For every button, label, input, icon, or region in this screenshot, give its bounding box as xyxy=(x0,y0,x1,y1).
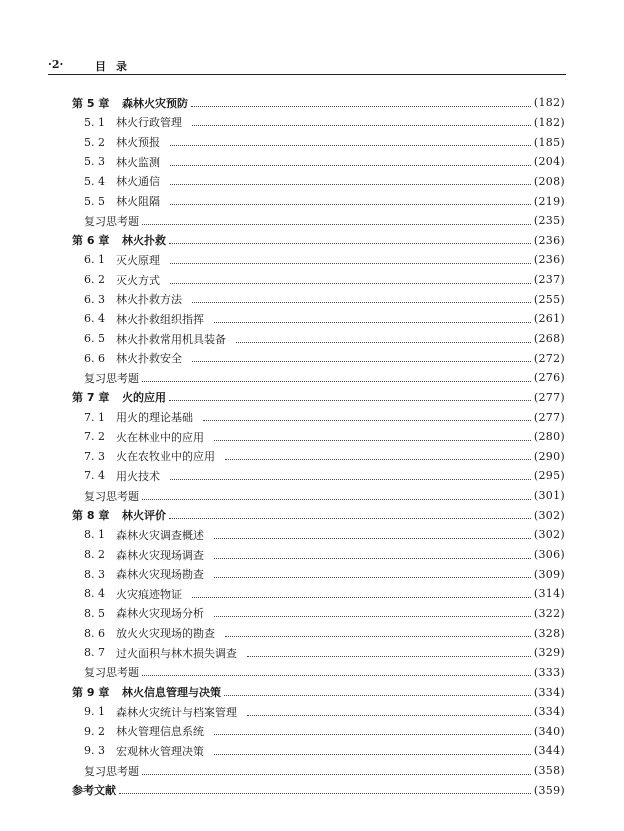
toc-entry-title: 用火技术 xyxy=(116,469,160,483)
toc-entry-title: 森林火灾调查概述 xyxy=(116,528,204,542)
toc-entry-title: 林火扑救常用机具装备 xyxy=(116,332,226,346)
toc-entry-page: (208) xyxy=(533,174,565,188)
toc-entry-page: (219) xyxy=(533,194,565,208)
page-number: ·2· xyxy=(48,58,64,71)
toc-entry-chapter xyxy=(72,388,565,408)
toc-entry-title: 复习思考题 xyxy=(84,214,139,228)
toc-entry-section xyxy=(72,702,565,722)
toc-entry-page: (333) xyxy=(533,665,565,679)
toc-entry-number: 8. 6 xyxy=(84,626,105,640)
dot-leader xyxy=(142,223,531,225)
toc-entry-page: (277) xyxy=(533,410,565,424)
toc-entry-title: 森林火灾现场分析 xyxy=(116,607,204,621)
toc-entry-number: 7. 3 xyxy=(84,449,105,463)
dot-leader xyxy=(225,458,531,460)
toc-entry-chapter xyxy=(72,505,565,525)
toc-entry-page: (236) xyxy=(533,253,565,267)
toc-entry-section xyxy=(72,407,565,427)
dot-leader xyxy=(170,183,531,185)
toc-entry-title: 森林火灾现场勘查 xyxy=(116,568,204,582)
dot-leader xyxy=(192,596,531,598)
toc-entry-number: 7. 2 xyxy=(84,430,105,444)
toc-entry-review xyxy=(72,663,565,683)
dot-leader xyxy=(214,557,531,559)
toc-entry-number: 7. 4 xyxy=(84,469,105,483)
toc-entry-page: (272) xyxy=(533,351,565,365)
toc-entry-page: (302) xyxy=(533,508,565,522)
toc-entry-section xyxy=(72,152,565,172)
toc-entry-page: (182) xyxy=(533,115,565,129)
toc-entry-title: 森林火灾统计与档案管理 xyxy=(116,705,237,719)
toc-entry-title: 林火扑救 xyxy=(122,234,166,248)
toc-entry-number: 6. 3 xyxy=(84,292,105,306)
dot-leader xyxy=(247,655,531,657)
toc-entry-page: (255) xyxy=(533,292,565,306)
toc-entry-refs xyxy=(72,780,565,800)
toc-entry-title: 复习思考题 xyxy=(84,764,139,778)
toc-entry-number: 5. 3 xyxy=(84,155,105,169)
toc-entry-number: 第 9 章 xyxy=(72,686,110,700)
toc-entry-title: 林火管理信息系统 xyxy=(116,725,204,739)
dot-leader xyxy=(170,144,531,146)
toc-entry-section xyxy=(72,113,565,133)
toc-entry-section xyxy=(72,289,565,309)
dot-leader xyxy=(214,537,531,539)
toc-entry-page: (302) xyxy=(533,528,565,542)
dot-leader xyxy=(214,321,531,323)
dot-leader xyxy=(247,714,531,716)
dot-leader xyxy=(142,380,531,382)
toc-entry-title: 林火信息管理与决策 xyxy=(122,686,221,700)
toc-entry-page: (329) xyxy=(533,646,565,660)
dot-leader xyxy=(214,753,531,755)
toc-entry-page: (276) xyxy=(533,371,565,385)
toc-entry-page: (204) xyxy=(533,155,565,169)
toc-entry-review xyxy=(72,368,565,388)
toc-entry-number: 9. 3 xyxy=(84,744,105,758)
toc-entry-page: (314) xyxy=(533,587,565,601)
toc-entry-number: 5. 1 xyxy=(84,115,105,129)
dot-leader xyxy=(191,105,531,107)
toc-entry-number: 5. 2 xyxy=(84,135,105,149)
dot-leader xyxy=(142,674,531,676)
toc-entry-section xyxy=(72,250,565,270)
toc-entry-page: (290) xyxy=(533,449,565,463)
toc-entry-number: 5. 5 xyxy=(84,194,105,208)
dot-leader xyxy=(119,792,531,794)
toc-entry-number: 6. 2 xyxy=(84,273,105,287)
toc-entry-number: 8. 7 xyxy=(84,646,105,660)
toc-entry-number: 第 7 章 xyxy=(72,391,110,405)
toc-entry-section xyxy=(72,466,565,486)
toc-entry-page: (236) xyxy=(533,233,565,247)
toc-entry-section xyxy=(72,191,565,211)
dot-leader xyxy=(192,360,531,362)
toc-entry-page: (322) xyxy=(533,606,565,620)
toc-entry-title: 火灾痕迹物证 xyxy=(116,587,182,601)
toc-entry-page: (358) xyxy=(533,764,565,778)
toc-entry-page: (306) xyxy=(533,548,565,562)
toc-entry-number: 6. 5 xyxy=(84,332,105,345)
toc-entry-title: 放火火灾现场的勘查 xyxy=(116,627,215,641)
toc-entry-section xyxy=(72,564,565,584)
dot-leader xyxy=(214,576,531,578)
dot-leader xyxy=(214,439,531,441)
dot-leader xyxy=(170,164,531,166)
toc-entry-chapter xyxy=(72,682,565,702)
toc-entry-title: 林火扑救安全 xyxy=(116,352,182,366)
toc-entry-page: (235) xyxy=(533,214,565,228)
toc-entry-page: (277) xyxy=(533,390,565,404)
toc-entry-review xyxy=(72,486,565,506)
table-of-contents xyxy=(72,93,565,800)
toc-entry-title: 林火行政管理 xyxy=(116,116,182,130)
toc-entry-title: 用火的理论基础 xyxy=(116,411,193,425)
toc-entry-chapter xyxy=(72,93,565,113)
toc-entry-review xyxy=(72,211,565,231)
toc-entry-section xyxy=(72,525,565,545)
toc-entry-title: 火在林业中的应用 xyxy=(116,430,204,444)
toc-entry-title: 森林火灾预防 xyxy=(122,96,188,110)
toc-entry-title: 林火通信 xyxy=(116,175,160,189)
toc-entry-number: 5. 4 xyxy=(84,174,105,188)
toc-entry-page: (185) xyxy=(533,135,565,149)
dot-leader xyxy=(192,124,531,126)
toc-entry-number: 6. 4 xyxy=(84,312,105,326)
toc-entry-page: (280) xyxy=(533,430,565,444)
toc-entry-title: 复习思考题 xyxy=(84,489,139,503)
toc-entry-title: 林火阻隔 xyxy=(116,195,160,209)
dot-leader xyxy=(142,773,531,775)
dot-leader xyxy=(169,399,531,401)
toc-entry-section xyxy=(72,584,565,604)
toc-entry-number: 6. 1 xyxy=(84,253,105,267)
toc-entry-page: (268) xyxy=(533,332,565,345)
toc-entry-title: 森林火灾现场调查 xyxy=(116,548,204,562)
dot-leader xyxy=(170,203,531,205)
dot-leader xyxy=(142,498,531,500)
toc-entry-section xyxy=(72,270,565,290)
toc-entry-title: 复习思考题 xyxy=(84,666,139,680)
toc-entry-title: 火在农牧业中的应用 xyxy=(116,450,215,464)
toc-entry-section xyxy=(72,545,565,565)
toc-entry-review xyxy=(72,761,565,781)
toc-entry-section xyxy=(72,427,565,447)
toc-entry-section xyxy=(72,132,565,152)
dot-leader xyxy=(224,694,531,696)
page-header xyxy=(48,58,566,75)
toc-entry-section xyxy=(72,172,565,192)
toc-entry-title: 过火面积与林木损失调查 xyxy=(116,646,237,660)
dot-leader xyxy=(169,242,531,244)
dot-leader xyxy=(214,615,531,617)
toc-entry-page: (359) xyxy=(533,783,565,797)
dot-leader xyxy=(236,341,531,343)
toc-entry-section xyxy=(72,447,565,467)
toc-entry-page: (334) xyxy=(533,685,565,699)
toc-entry-page: (334) xyxy=(533,705,565,719)
dot-leader xyxy=(170,478,531,480)
toc-entry-section xyxy=(72,643,565,663)
toc-entry-section xyxy=(72,329,565,349)
toc-entry-page: (237) xyxy=(533,273,565,287)
toc-entry-title: 复习思考题 xyxy=(84,371,139,385)
toc-entry-section xyxy=(72,722,565,742)
dot-leader xyxy=(170,262,531,264)
toc-entry-section xyxy=(72,741,565,761)
dot-leader xyxy=(214,733,531,735)
toc-entry-title: 火的应用 xyxy=(122,391,166,405)
toc-entry-number: 9. 2 xyxy=(84,724,105,738)
toc-entry-title: 林火评价 xyxy=(122,509,166,523)
toc-entry-number: 第 5 章 xyxy=(72,96,110,110)
toc-entry-number: 第 6 章 xyxy=(72,234,110,248)
toc-entry-number: 8. 4 xyxy=(84,587,105,601)
toc-entry-title: 参考文献 xyxy=(72,784,116,798)
toc-entry-number: 9. 1 xyxy=(84,705,105,719)
toc-entry-number: 7. 1 xyxy=(84,410,105,424)
dot-leader xyxy=(170,282,531,284)
toc-entry-page: (344) xyxy=(533,744,565,758)
toc-entry-number: 8. 5 xyxy=(84,606,105,620)
toc-entry-number: 第 8 章 xyxy=(72,509,110,523)
toc-entry-number: 6. 6 xyxy=(84,351,105,365)
dot-leader xyxy=(225,635,531,637)
dot-leader xyxy=(203,419,531,421)
toc-entry-number: 8. 3 xyxy=(84,567,105,581)
dot-leader xyxy=(192,301,531,303)
toc-entry-chapter xyxy=(72,230,565,250)
toc-entry-section xyxy=(72,309,565,329)
toc-entry-page: (328) xyxy=(533,626,565,640)
toc-entry-title: 灭火方式 xyxy=(116,273,160,287)
toc-entry-page: (261) xyxy=(533,312,565,326)
running-title: 目录 xyxy=(95,60,137,73)
toc-entry-page: (309) xyxy=(533,567,565,581)
toc-entry-page: (301) xyxy=(533,489,565,503)
toc-entry-number: 8. 1 xyxy=(84,528,105,542)
toc-entry-number: 8. 2 xyxy=(84,548,105,562)
toc-entry-page: (295) xyxy=(533,469,565,483)
toc-entry-title: 林火监测 xyxy=(116,155,160,169)
toc-entry-title: 林火预报 xyxy=(116,136,160,150)
toc-entry-title: 灭火原理 xyxy=(116,253,160,267)
toc-entry-section xyxy=(72,623,565,643)
toc-entry-section xyxy=(72,348,565,368)
dot-leader xyxy=(169,517,531,519)
toc-entry-page: (182) xyxy=(533,96,565,110)
toc-entry-title: 林火扑救方法 xyxy=(116,293,182,307)
toc-entry-title: 林火扑救组织指挥 xyxy=(116,312,204,326)
toc-entry-page: (340) xyxy=(533,724,565,738)
toc-entry-section xyxy=(72,604,565,624)
toc-entry-title: 宏观林火管理决策 xyxy=(116,744,204,758)
